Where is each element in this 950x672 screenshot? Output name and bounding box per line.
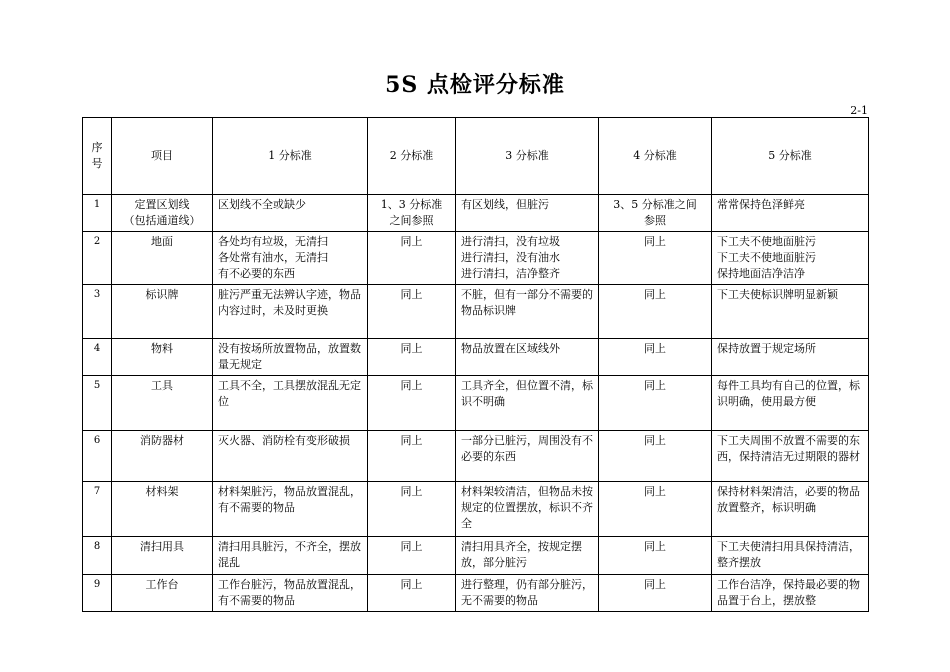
table-row [83, 431, 869, 482]
table-header-row [83, 118, 869, 195]
table-row [83, 482, 869, 537]
cell-score-1: 清扫用具脏污，不齐全，摆放混乱 [213, 537, 368, 575]
cell-score-2: 同上 [368, 431, 456, 482]
header-score-3: 3 分标准 [456, 118, 599, 195]
cell-score-1: 脏污严重无法辨认字迹，物品内容过时，未及时更换 [213, 285, 368, 339]
cell-item: 清扫用具 [112, 537, 213, 575]
cell-score-5: 保持材料架清洁，必要的物品放置整齐，标识明确 [712, 482, 869, 537]
cell-serial: 1 [83, 195, 112, 232]
header-score-4: 4 分标准 [599, 118, 712, 195]
cell-score-4: 同上 [599, 285, 712, 339]
cell-score-3: 清扫用具齐全，按规定摆放，部分脏污 [456, 537, 599, 575]
cell-score-5: 下工夫不使地面脏污 下工夫不使地面脏污 保持地面洁净洁净 [712, 232, 869, 285]
cell-item: 工具 [112, 376, 213, 431]
cell-score-2: 同上 [368, 285, 456, 339]
cell-score-4: 同上 [599, 537, 712, 575]
cell-score-5: 下工夫使标识牌明显新颖 [712, 285, 869, 339]
page-title: 5S 点检评分标准 [385, 72, 565, 98]
cell-score-4: 同上 [599, 232, 712, 285]
cell-serial: 7 [83, 482, 112, 537]
scoring-standard-table [82, 117, 869, 612]
cell-score-1: 没有按场所放置物品，放置数量无规定 [213, 339, 368, 376]
cell-score-1: 各处均有垃圾，无清扫 各处常有油水，无清扫 有不必要的东西 [213, 232, 368, 285]
cell-serial: 8 [83, 537, 112, 575]
cell-score-2: 同上 [368, 376, 456, 431]
cell-score-4: 3、5 分标准之间 参照 [599, 195, 712, 232]
cell-serial: 6 [83, 431, 112, 482]
header-score-1: 1 分标准 [213, 118, 368, 195]
cell-score-3: 进行整理，仍有部分脏污，无不需要的物品 [456, 575, 599, 612]
header-serial: 序 号 [83, 118, 112, 195]
cell-serial: 5 [83, 376, 112, 431]
cell-score-1: 材料架脏污，物品放置混乱，有不需要的物品 [213, 482, 368, 537]
cell-serial: 4 [83, 339, 112, 376]
table-row [83, 537, 869, 575]
cell-score-5: 常常保持色泽鲜亮 [712, 195, 869, 232]
cell-serial: 2 [83, 232, 112, 285]
cell-score-2: 同上 [368, 482, 456, 537]
cell-score-3: 不脏，但有一部分不需要的物品标识牌 [456, 285, 599, 339]
header-item: 项目 [112, 118, 213, 195]
cell-item: 消防器材 [112, 431, 213, 482]
cell-score-3: 物品放置在区域线外 [456, 339, 599, 376]
cell-item: 工作台 [112, 575, 213, 612]
cell-score-3: 材料架较清洁，但物品未按规定的位置摆放，标识不齐全 [456, 482, 599, 537]
cell-score-5: 保持放置于规定场所 [712, 339, 869, 376]
header-score-2: 2 分标准 [368, 118, 456, 195]
table-row [83, 575, 869, 612]
cell-item: 物料 [112, 339, 213, 376]
cell-score-4: 同上 [599, 431, 712, 482]
cell-score-2: 同上 [368, 575, 456, 612]
cell-score-3: 工具齐全，但位置不清，标识不明确 [456, 376, 599, 431]
cell-score-2: 同上 [368, 232, 456, 285]
cell-item: 标识牌 [112, 285, 213, 339]
cell-score-2: 同上 [368, 537, 456, 575]
cell-score-2: 同上 [368, 339, 456, 376]
table-row [83, 339, 869, 376]
table-row [83, 285, 869, 339]
cell-score-4: 同上 [599, 376, 712, 431]
cell-score-1: 灭火器、消防栓有变形破损 [213, 431, 368, 482]
cell-score-5: 下工夫周围不放置不需要的东西，保持清洁无过期限的器材 [712, 431, 869, 482]
cell-score-4: 同上 [599, 339, 712, 376]
page-number: 2-1 [850, 104, 868, 117]
cell-score-5: 下工夫使清扫用具保持清洁，整齐摆放 [712, 537, 869, 575]
cell-score-5: 每件工具均有自己的位置，标识明确，使用最方便 [712, 376, 869, 431]
cell-score-1: 区划线不全或缺少 [213, 195, 368, 232]
header-score-5: 5 分标准 [712, 118, 869, 195]
cell-item: 材料架 [112, 482, 213, 537]
cell-score-2: 1、3 分标准 之间参照 [368, 195, 456, 232]
cell-serial: 3 [83, 285, 112, 339]
table-row [83, 232, 869, 285]
table-row [83, 376, 869, 431]
table-row [83, 195, 869, 232]
cell-score-1: 工作台脏污，物品放置混乱，有不需要的物品 [213, 575, 368, 612]
cell-score-3: 进行清扫，没有垃圾 进行清扫，没有油水 进行清扫，洁净整齐 [456, 232, 599, 285]
cell-score-3: 一部分已脏污，周围没有不必要的东西 [456, 431, 599, 482]
cell-score-5: 工作台洁净，保持最必要的物品置于台上，摆放整 [712, 575, 869, 612]
cell-serial: 9 [83, 575, 112, 612]
cell-score-1: 工具不全，工具摆放混乱无定位 [213, 376, 368, 431]
cell-item: 地面 [112, 232, 213, 285]
cell-score-3: 有区划线，但脏污 [456, 195, 599, 232]
cell-score-4: 同上 [599, 575, 712, 612]
cell-item: 定置区划线 （包括通道线） [112, 195, 213, 232]
cell-score-4: 同上 [599, 482, 712, 537]
